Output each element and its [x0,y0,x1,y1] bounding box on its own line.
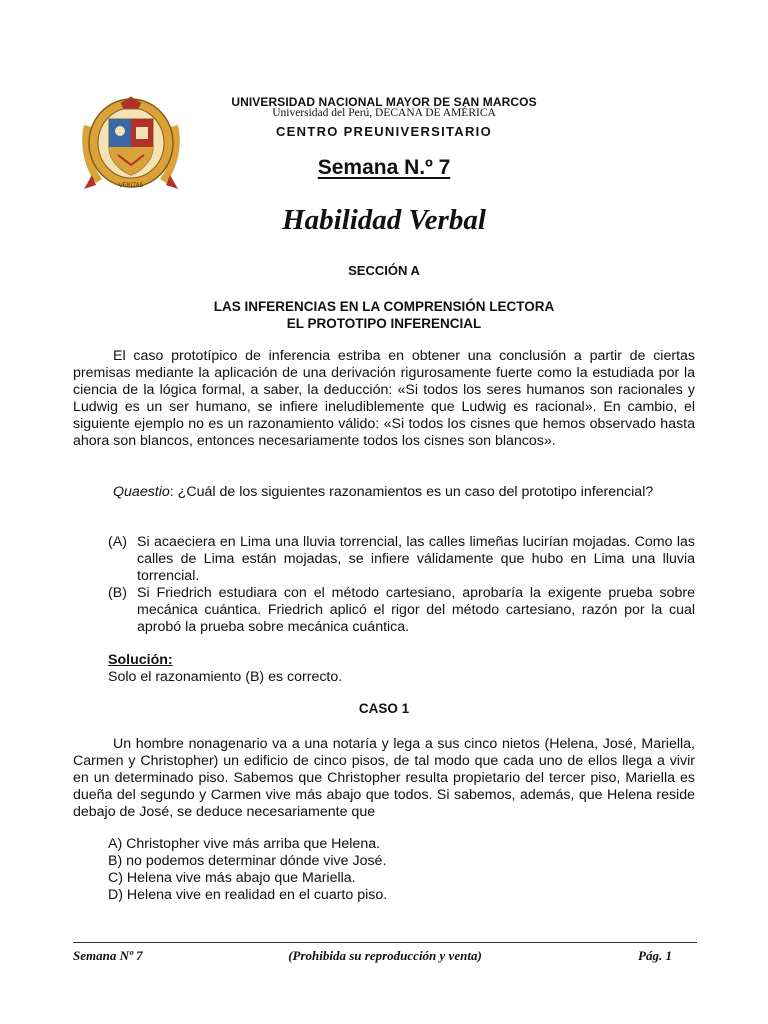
footer-divider [73,942,697,943]
option-text: Si Friedrich estudiara con el método cartesiano, aprobaría la exigente prueba sobre mecánica cuántica. Friedrich aplicó el rigor del método cartesiano, razón por la cual aprobó la prueba sobre mecánica cuántica. [137,585,695,635]
case-option: A) Christopher vive más arriba que Helena. [108,836,381,852]
case-option: C) Helena vive más abajo que Mariella. [108,870,356,886]
lesson-title-line-1: LAS INFERENCIAS EN LA COMPRENSIÓN LECTORA [213,299,555,314]
subject-title: Habilidad Verbal [282,204,486,236]
question-paragraph [73,484,695,501]
question-label: Quaestio [113,484,170,500]
center-name: CENTRO PREUNIVERSITARIO [275,124,492,139]
question-options [108,534,695,636]
university-name: UNIVERSIDAD NACIONAL MAYOR DE SAN MARCOS [231,95,537,109]
case-option: D) Helena vive en realidad en el cuarto piso. [108,887,388,903]
lesson-title [0,298,768,332]
option-letter: (B) [108,585,127,601]
question-text: : ¿Cuál de los siguientes razonamientos es un caso del prototipo inferencial? [169,484,654,500]
option-a [108,534,695,585]
svg-text:VERITAS: VERITAS [118,182,144,189]
intro-paragraph: El caso prototípico de inferencia estriba en obtener una conclusión a partir de ciertas premisas mediante la aplicación de una derivación rigurosamente fuerte como la estudiada por la ciencia de la lógica formal, a saber, la deducción: «Si todos los seres humanos son racionales y Ludwig es un ser humano, se infiere ineludiblemente que Ludwig es racional». En cambio, el siguiente ejemplo no es un razonamiento válido: «Si todos los cisnes que hemos observado hasta ahora son blancos, entonces necesariamente todos los cisnes son blancos». [73,348,695,449]
section-title: SECCIÓN A [348,263,420,278]
university-subtitle: Universidad del Perú, DECANA DE AMÉRICA [272,107,496,119]
case-paragraph: Un hombre nonagenario va a una notaría y lega a sus cinco nietos (Helena, José, Mariella, Carmen y Christopher) un edificio de cinco pisos, de tal modo que cada uno de ellos llega a vivir en un determinado piso. Sabemos que Christopher resulta propietario del tercer piso, Mariella es dueña del segundo y Carmen vive más abajo que todos. Si sabemos, además, que Helena reside debajo de José, se deduce necesariamente que [73,736,695,820]
lesson-title-line-2: EL PROTOTIPO INFERENCIAL [286,316,482,331]
week-title: Semana N.º 7 [317,156,451,179]
footer-week: Semana Nº 7 [73,948,143,963]
option-text: Si acaeciera en Lima una lluvia torrencial, las calles limeñas lucirían mojadas. Como las calles de Lima están mojadas, se infiere válidamente que hubo en Lima una lluvia torrencial. [137,534,695,584]
solution-label: Solución: [108,652,173,668]
footer-notice: (Prohibida su reproducción y venta) [288,948,482,963]
case-option: B) no podemos determinar dónde vive José. [108,853,387,869]
case-options [108,836,695,904]
case-title: CASO 1 [358,701,410,716]
option-letter: (A) [108,534,127,550]
solution-text: Solo el razonamiento (B) es correcto. [108,669,343,685]
option-b [108,585,695,636]
footer-page-number: Pág. 1 [638,948,672,963]
